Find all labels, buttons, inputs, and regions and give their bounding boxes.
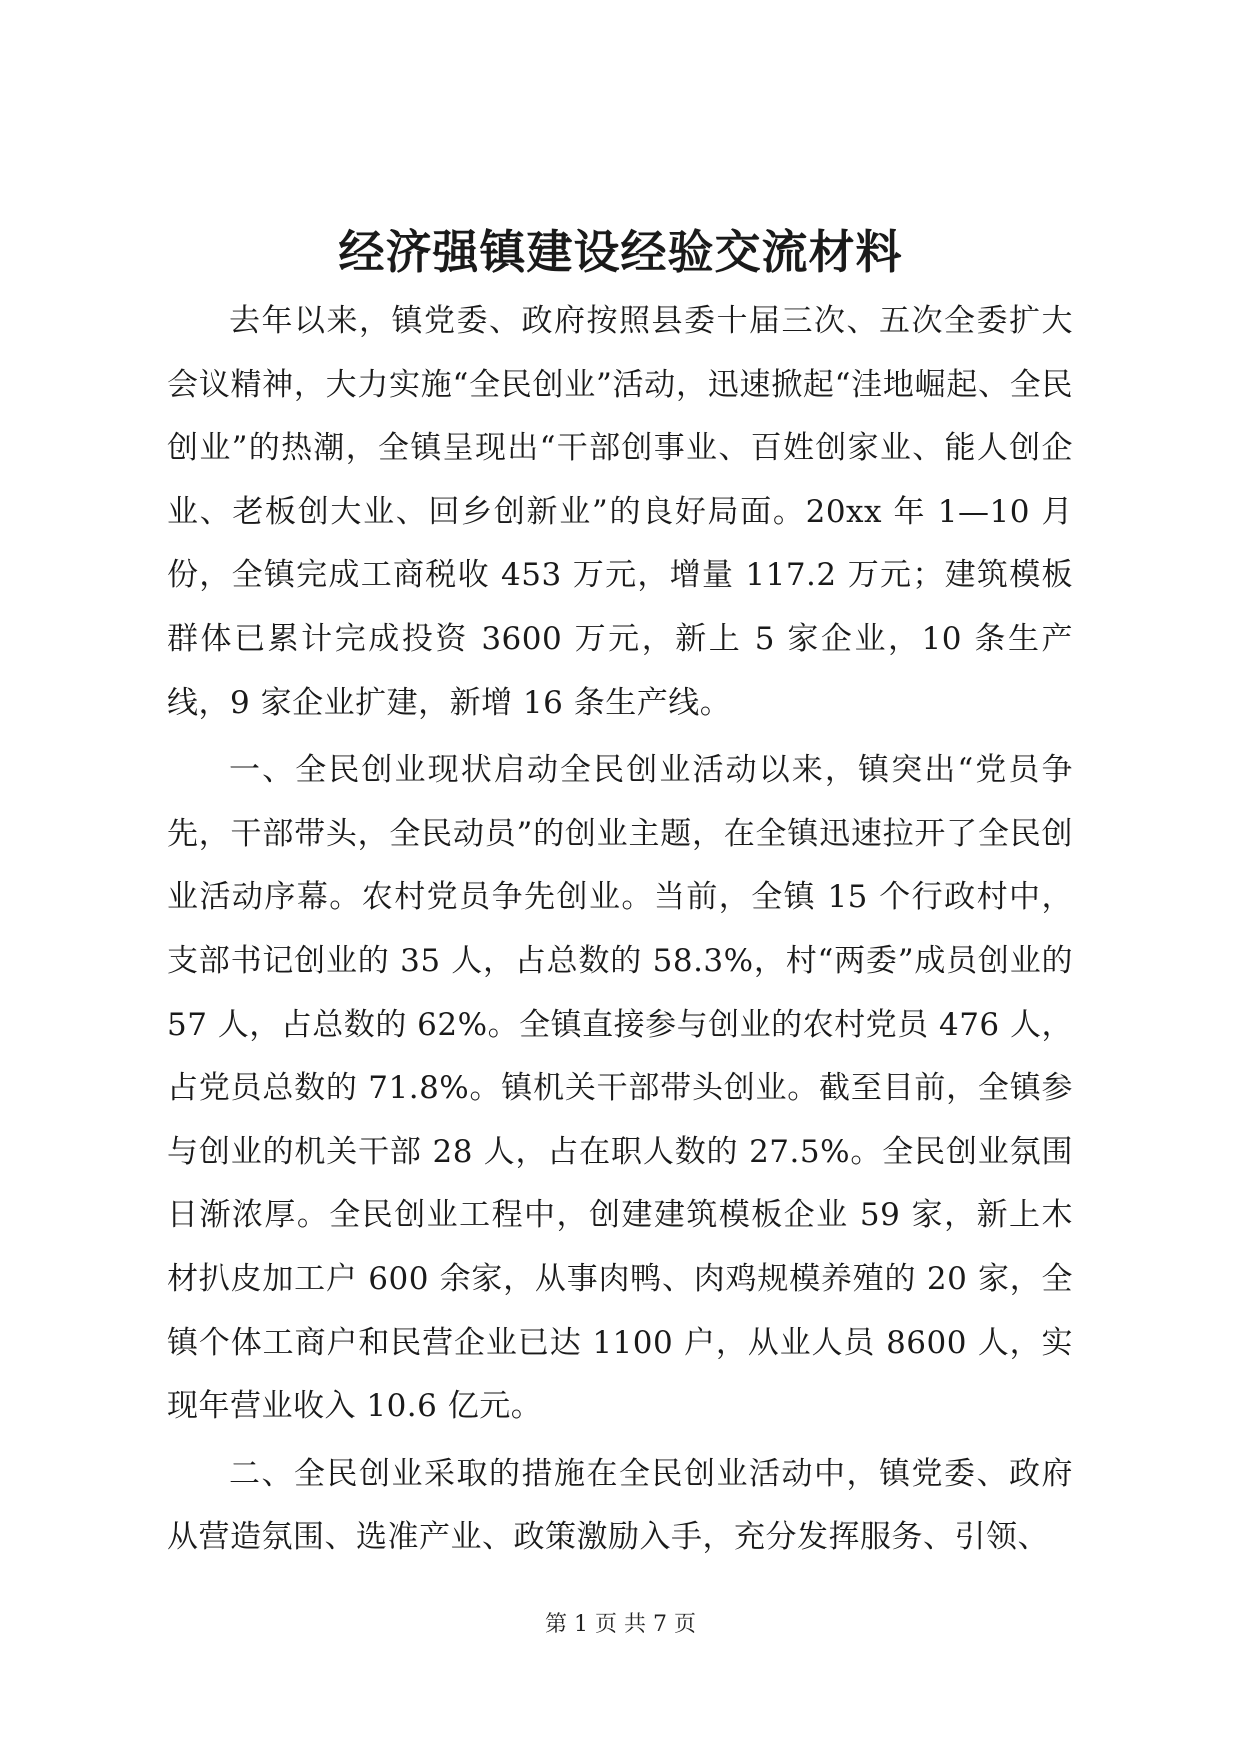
document-body	[167, 290, 1073, 1574]
document-title: 经济强镇建设经验交流材料	[338, 225, 903, 279]
paragraph-section-two: 二、全民创业采取的措施在全民创业活动中，镇党委、政府从营造氛围、选准产业、政策激励入手，充分发挥服务、引领、	[167, 1455, 1073, 1556]
page-footer: 第 1 页 共 7 页	[545, 1612, 696, 1637]
paragraph-section-one: 一、全民创业现状启动全民创业活动以来，镇突出“党员争先，干部带头，全民动员”的创业主题，在全镇迅速拉开了全民创业活动序幕。农村党员争先创业。当前，全镇 15 个行政村中，支部书记创业的 35 人，占总数的 58.3%，村“两委”成员创业的 57 人，占总数的 62%。全镇直接参与创业的农村党员 476 人，占党员总数的 71.8%。镇机关干部带头创业。截至目前，全镇参与创业的机关干部 28 人，占在职人数的 27.5%。全民创业氛围日渐浓厚。全民创业工程中，创建建筑模板企业 59 家，新上木材扒皮加工户 600 余家，从事肉鸭、肉鸡规模养殖的 20 家，全镇个体工商户和民营企业已达 1100 户，从业人员 8600 人，实现年营业收入 10.6 亿元。	[167, 752, 1073, 1425]
paragraph-intro: 去年以来，镇党委、政府按照县委十届三次、五次全委扩大会议精神，大力实施“全民创业”活动，迅速掀起“洼地崛起、全民创业”的热潮，全镇呈现出“干部创事业、百姓创家业、能人创企业、老板创大业、回乡创新业”的良好局面。20xx 年 1—10 月份，全镇完成工商税收 453 万元，增量 117.2 万元；建筑模板群体已累计完成投资 3600 万元，新上 5 家企业，10 条生产线，9 家企业扩建，新增 16 条生产线。	[167, 303, 1073, 721]
